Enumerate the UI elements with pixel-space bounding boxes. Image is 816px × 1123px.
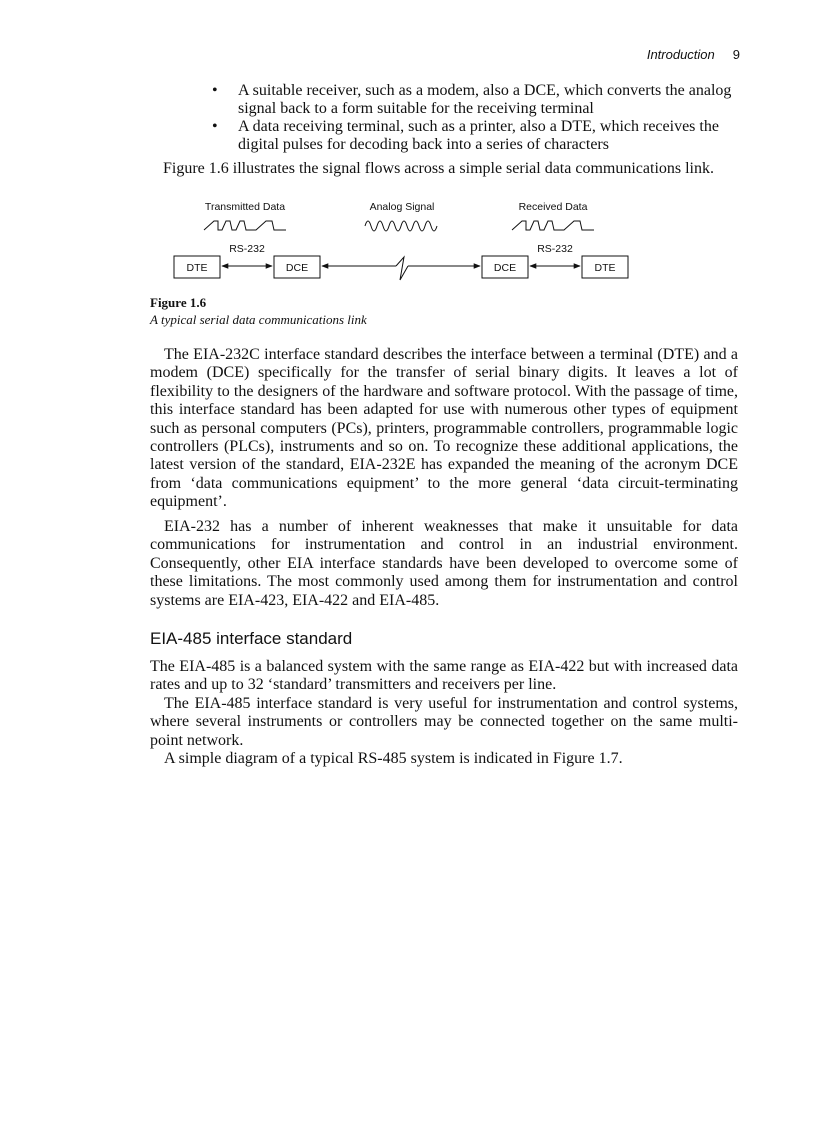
intro-sentence: Figure 1.6 illustrates the signal flows across a simple serial data communications link. [163, 160, 714, 177]
transmitted-data-label: Transmitted Data [204, 201, 286, 213]
dte-box-right-label: DTE [594, 262, 616, 274]
dte-box-left-label: DTE [186, 262, 208, 274]
header-title: Introduction [646, 47, 715, 62]
dce-box-right-label: DCE [493, 262, 517, 274]
dce-box-right [482, 256, 528, 278]
transmitted-pulse-waveform [204, 221, 286, 230]
dte-box-left [174, 256, 220, 278]
rs232-left-label: RS-232 [229, 243, 265, 255]
paragraph-eia485-usage: The EIA-485 interface standard is very useful for instrumentation and control systems, where several instruments or controllers may be connected together on the same multi-point network. [150, 695, 738, 749]
dte-box-right [582, 256, 628, 278]
analog-link-break [396, 257, 408, 280]
analog-sine-waveform [365, 221, 437, 231]
bullet-text: A data receiving terminal, such as a printer, also a DTE, which receives the digital pulses for decoding back into a series of characters [238, 118, 719, 153]
figure-diagram [160, 196, 640, 291]
list-item [212, 82, 742, 118]
paragraph-eia485-intro: The EIA-485 is a balanced system with the same range as EIA-422 but with increased data rates and up to 32 ‘standard’ transmitters and receivers per line. [150, 658, 738, 694]
bullet-symbol: • [212, 118, 218, 135]
list-item [212, 118, 742, 154]
dce-box-left-label: DCE [285, 262, 309, 274]
running-header [600, 47, 740, 62]
received-data-label: Received Data [518, 201, 588, 213]
bullet-symbol: • [212, 82, 218, 99]
section-heading: EIA-485 interface standard [150, 629, 353, 648]
analog-signal-label: Analog Signal [369, 201, 435, 213]
page-number: 9 [732, 47, 740, 62]
figure-caption-label: Figure 1.6 [150, 295, 207, 310]
paragraph-figure-ref: A simple diagram of a typical RS-485 system is indicated in Figure 1.7. [164, 750, 623, 767]
dce-box-left [274, 256, 320, 278]
received-pulse-waveform [512, 221, 594, 230]
figure-caption-text: A typical serial data communications link [150, 312, 367, 327]
paragraph-eia232-weaknesses: EIA-232 has a number of inherent weaknesses that make it unsuitable for data communications for instrumentation and control in an industrial environment. Consequently, other EIA interface standards have been developed to overcome some of these limitations. The most commonly used among them for instrumentation and control systems are EIA-423, EIA-422 and EIA-485. [150, 518, 738, 609]
paragraph-eia232c: The EIA-232C interface standard describes the interface between a terminal (DTE) and a modem (DCE) specifically for the transfer of serial binary digits. It leaves a lot of flexibility to the designers of the hardware and software protocol. With the passage of time, this interface standard has been adapted for use with numerous other types of equipment such as personal computers (PCs), printers, programmable controllers, programmable logic controllers (PLCs), instruments and so on. To recognize these additional applications, the latest version of the standard, EIA-232E has expanded the meaning of the acronym DCE from ‘data communications equipment’ to the more general ‘data circuit-terminating equipment’. [150, 346, 738, 511]
rs232-right-label: RS-232 [537, 243, 573, 255]
bullet-list [212, 82, 742, 154]
bullet-text: A suitable receiver, such as a modem, also a DCE, which converts the analog signal back to a form suitable for the receiving terminal [238, 82, 732, 117]
